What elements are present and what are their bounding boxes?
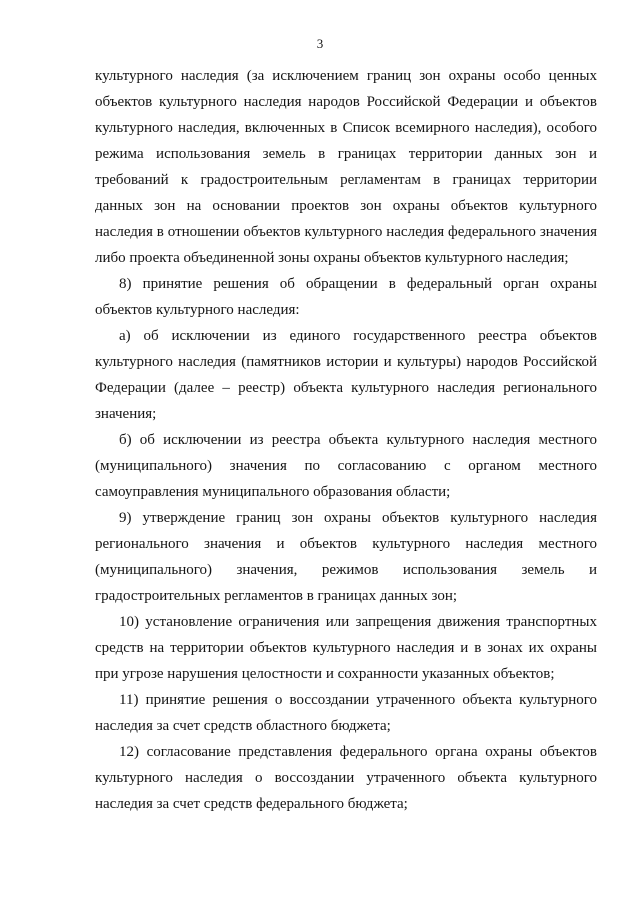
paragraph-item-8b: б) об исключении из реестра объекта культурного наследия местного (муниципального) значения по согласованию с органом местного самоуправления муниципального образования области; bbox=[95, 432, 597, 500]
paragraph-continuation: культурного наследия (за исключением границ зон охраны особо ценных объектов культурного наследия народов Российской Федерации и объектов культурного наследия, включенных в Список всемирного наследия), особого режима использования земель в границах территории данных зон и требований к градостроительным регламентам в границах территории данных зон на основании проектов зон охраны объектов культурного наследия в отношении объектов культурного наследия федерального значения либо проекта объединенной зоны охраны объектов культурного наследия; bbox=[95, 68, 597, 266]
paragraph-item-12: 12) согласование представления федерального органа охраны объектов культурного наследия о воссоздании утраченного объекта культурного наследия за счет средств федерального бюджета; bbox=[95, 744, 597, 812]
document-body bbox=[95, 63, 597, 817]
paragraph-item-9: 9) утверждение границ зон охраны объектов культурного наследия регионального значения и объектов культурного наследия местного (муниципального) значения, режимов использования земель и градостроительных регламентов в границах данных зон; bbox=[95, 510, 597, 604]
paragraph-item-11: 11) принятие решения о воссоздании утраченного объекта культурного наследия за счет средств областного бюджета; bbox=[95, 692, 597, 734]
paragraph-item-8a: а) об исключении из единого государственного реестра объектов культурного наследия (памятников истории и культуры) народов Российской Федерации (далее – реестр) объекта культурного наследия регионального значения; bbox=[95, 328, 597, 422]
paragraph-item-8: 8) принятие решения об обращении в федеральный орган охраны объектов культурного наследия: bbox=[95, 276, 597, 318]
paragraph-item-10: 10) установление ограничения или запрещения движения транспортных средств на территории объектов культурного наследия и в зонах их охраны при угрозе нарушения целостности и сохранности указанных объектов; bbox=[95, 614, 597, 682]
page-number: 3 bbox=[316, 36, 324, 51]
